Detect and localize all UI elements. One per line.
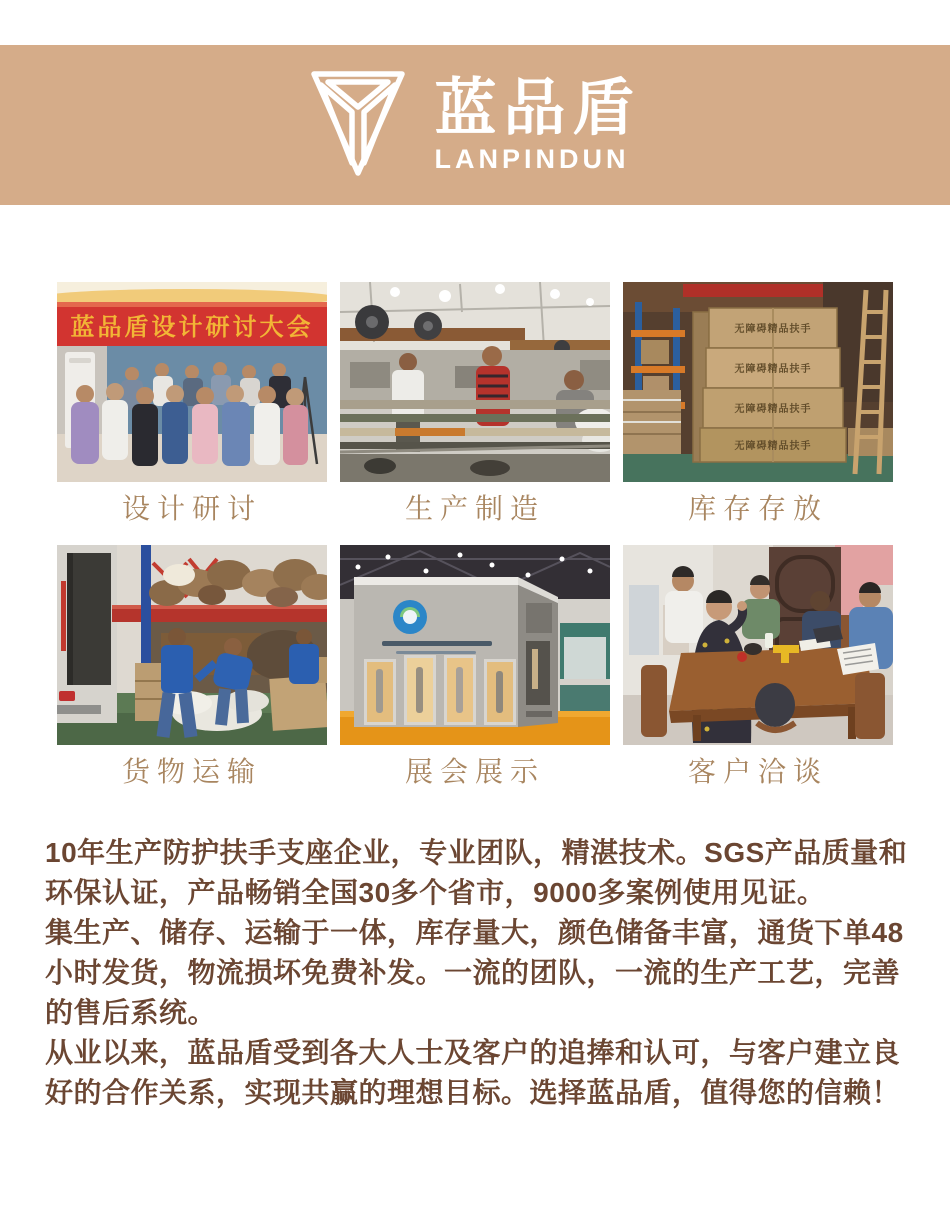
caption-exhibition: 展会展示 xyxy=(404,757,545,788)
intro-line: 的售后系统。 xyxy=(45,997,217,1028)
photo-gallery xyxy=(57,282,893,788)
carton-label: 无障碍精品扶手 xyxy=(734,404,812,415)
caption-production: 生产制造 xyxy=(404,494,545,525)
gallery-item-warehouse xyxy=(623,282,893,525)
negotiation-illustration xyxy=(623,545,893,745)
design-seminar-photo xyxy=(57,282,327,482)
production-illustration xyxy=(340,282,610,482)
truck xyxy=(57,545,117,723)
caption-warehouse: 库存存放 xyxy=(687,494,828,525)
gallery-item-production xyxy=(340,282,610,525)
brand-header xyxy=(0,45,950,205)
intro-line: 好的合作关系，实现共赢的理想目标。选择蓝品盾，值得您的信赖！ xyxy=(45,1077,901,1108)
brand-name-english: LANPINDUN xyxy=(434,143,630,174)
caption-transport: 货物运输 xyxy=(121,757,262,788)
intro-line: 小时发货，物流损坏免费补发。一流的团队，一流的生产工艺，完善 xyxy=(45,957,901,988)
exhibition-illustration xyxy=(340,545,610,745)
brand-text xyxy=(434,73,642,174)
production-photo xyxy=(340,282,610,482)
warehouse-photo xyxy=(623,282,893,482)
brand-name-chinese: 蓝品盾 xyxy=(434,73,642,143)
intro-line: 从业以来，蓝品盾受到各大人士及客户的追捧和认可，与客户建立良 xyxy=(45,1037,901,1068)
negotiation-photo xyxy=(623,545,893,745)
intro-line: 集生产、储存、运输于一体，库存量大，颜色储备丰富，通货下单48 xyxy=(45,917,904,948)
shield-logo-icon xyxy=(308,64,408,186)
booth-logo xyxy=(393,600,427,634)
gallery-item-negotiation xyxy=(623,545,893,788)
brand-lockup xyxy=(308,64,641,186)
intro-line: 10年生产防护扶手支座企业，专业团队，精湛技术。SGS产品质量和 xyxy=(45,837,908,868)
exhibition-photo xyxy=(340,545,610,745)
carton-label: 无障碍精品扶手 xyxy=(734,324,812,335)
company-description xyxy=(0,833,950,1113)
design-seminar-illustration xyxy=(57,282,327,482)
gallery-item-exhibition xyxy=(340,545,610,788)
top-white-strip xyxy=(0,0,950,45)
transport-illustration xyxy=(57,545,327,745)
intro-line: 环保认证，产品畅销全国30多个省市，9000多案例使用见证。 xyxy=(45,877,826,908)
warehouse-illustration xyxy=(623,282,893,482)
caption-design-seminar: 设计研讨 xyxy=(121,494,262,525)
gallery-item-transport xyxy=(57,545,327,788)
gallery-item-design-seminar xyxy=(57,282,327,525)
transport-photo xyxy=(57,545,327,745)
seminar-banner-text: 蓝品盾设计研讨大会 xyxy=(70,314,314,341)
caption-negotiation: 客户洽谈 xyxy=(687,757,828,788)
carton-label: 无障碍精品扶手 xyxy=(734,364,812,375)
carton-label: 无障碍精品扶手 xyxy=(734,441,812,452)
